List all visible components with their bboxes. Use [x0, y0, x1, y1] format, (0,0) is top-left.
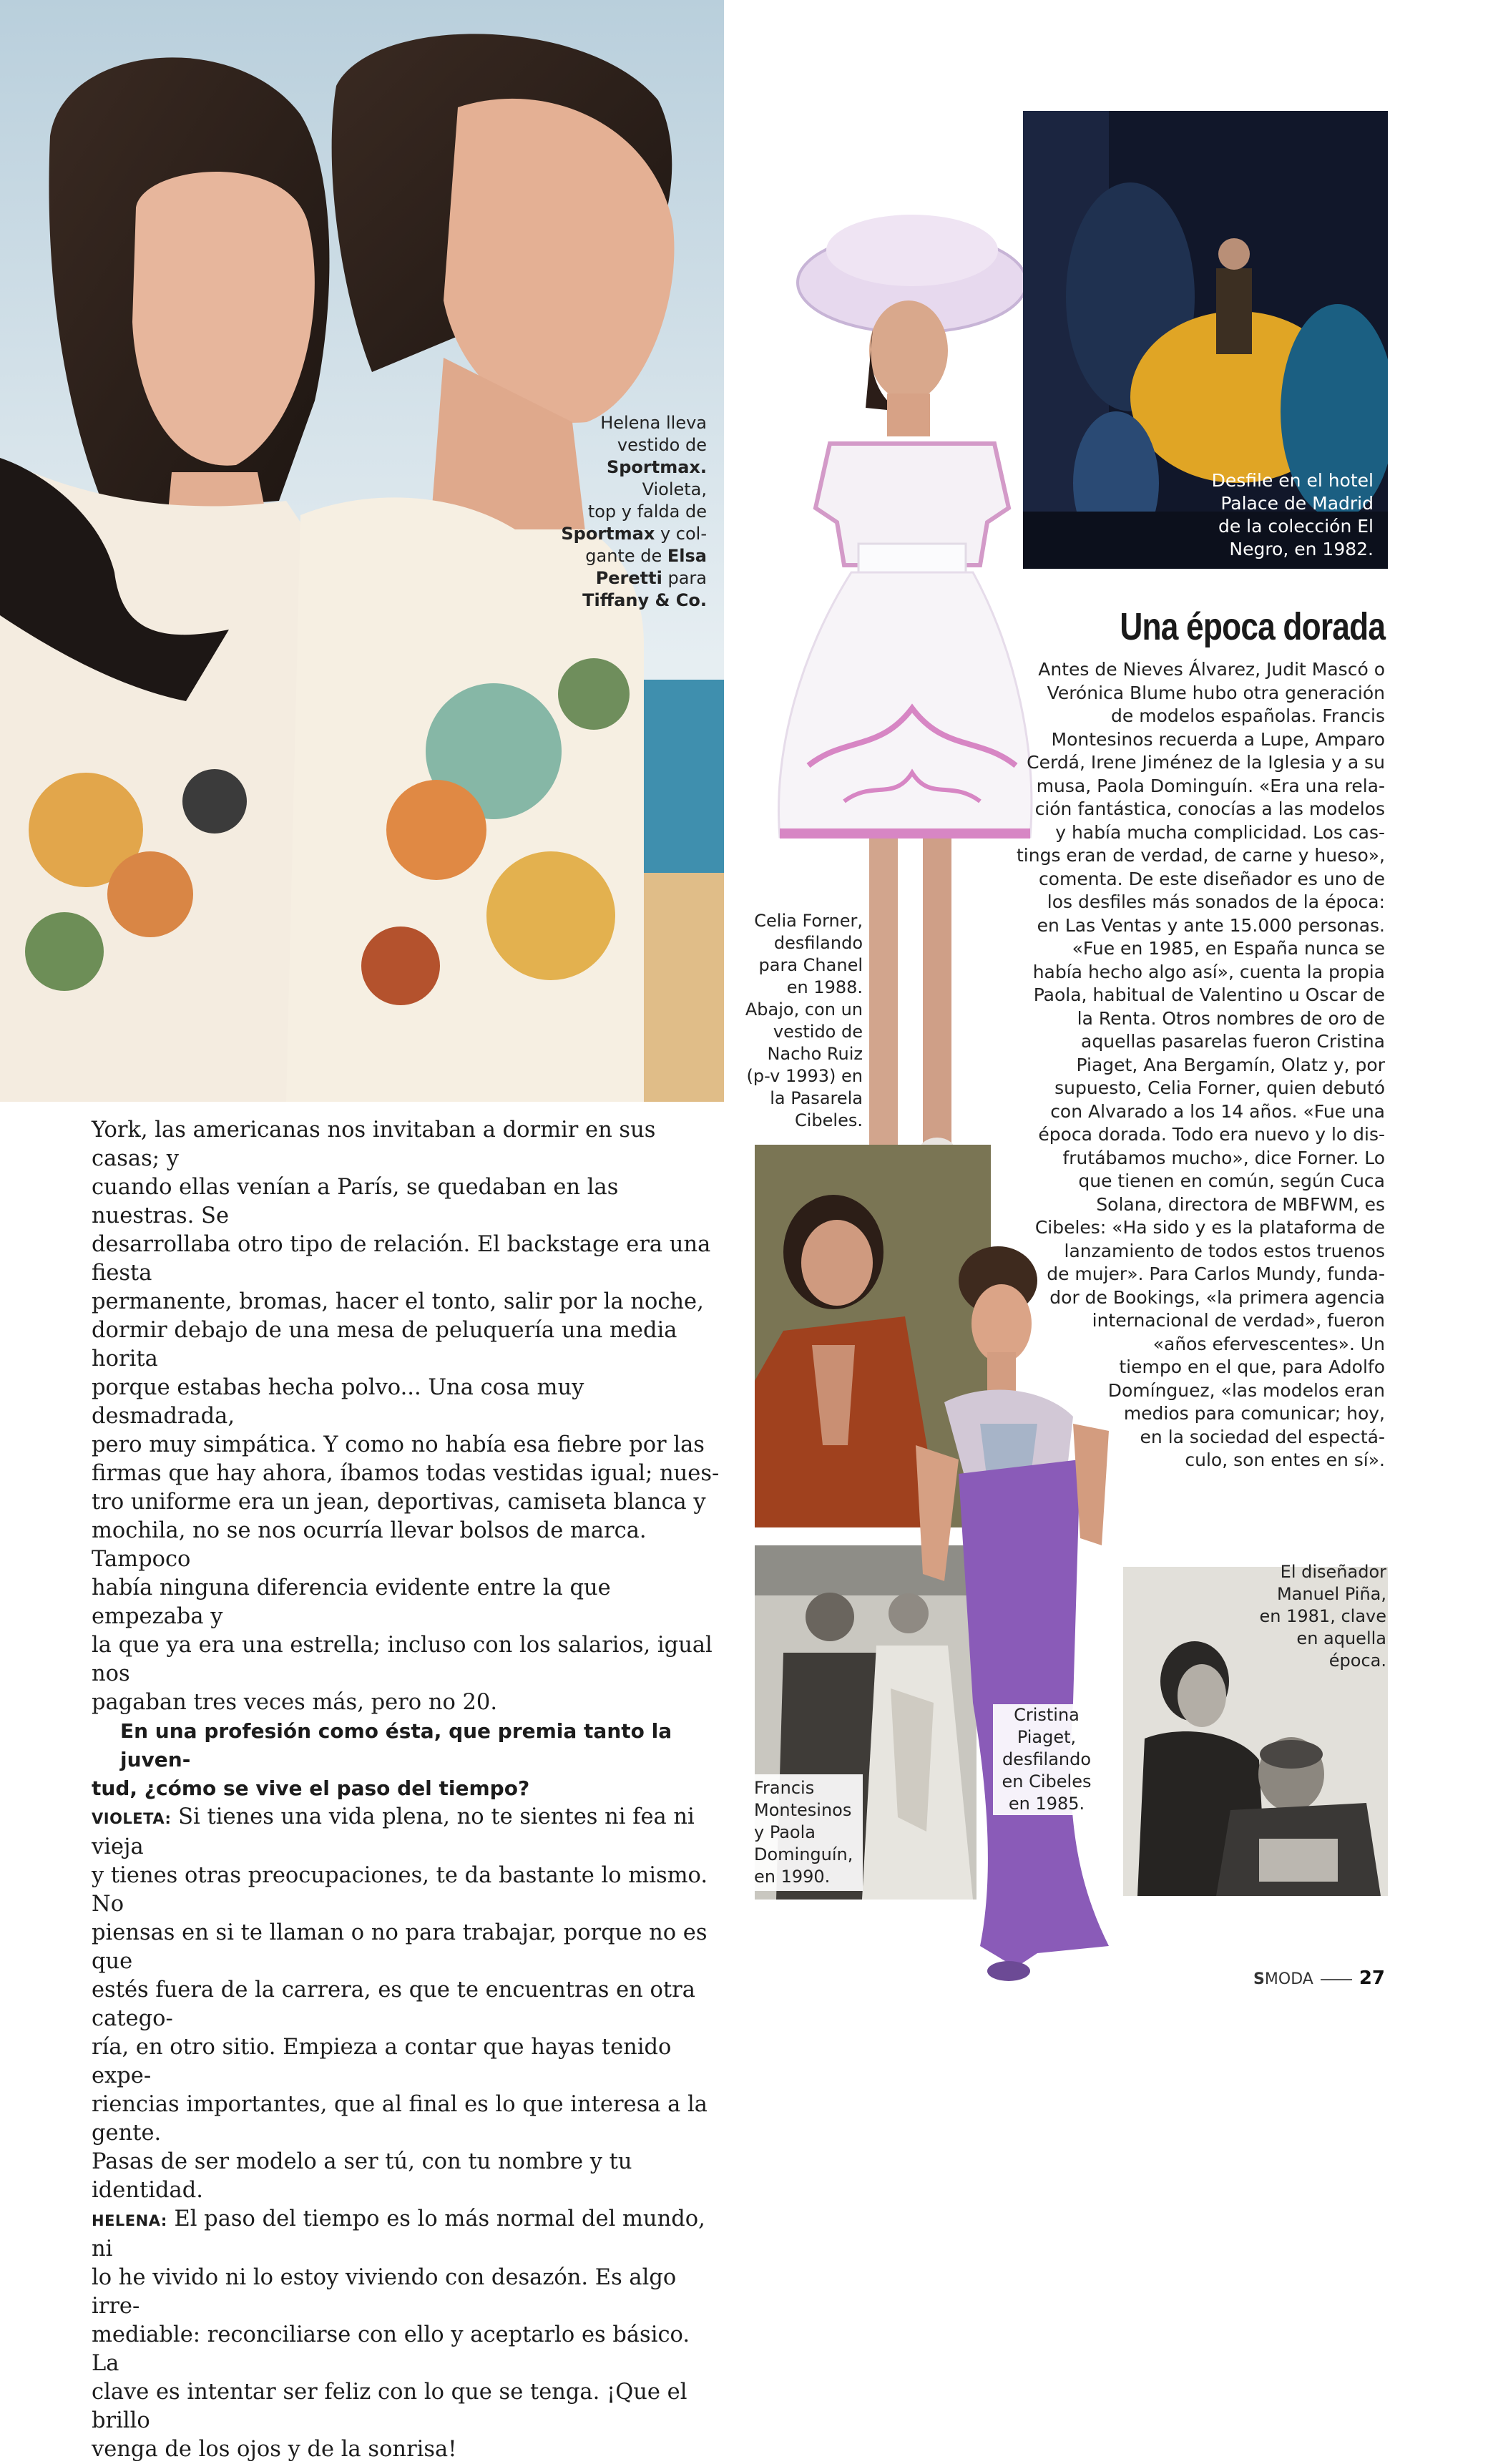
sidebar-line: Verónica Blume hubo otra generación [1047, 682, 1385, 703]
body-line: Pasas de ser modelo a ser tú, con tu nombre y tu identidad. [92, 2149, 632, 2203]
body-line: la que ya era una estrella; incluso con los salarios, igual nos [92, 1633, 713, 1686]
cover-caption-brand: Sportmax. [606, 457, 707, 477]
sidebar-line: de modelos españolas. Francis [1111, 705, 1385, 726]
celia-caption-line: desfilando [773, 933, 863, 953]
sidebar-line: supuesto, Celia Forner, quien debutó [1054, 1077, 1385, 1098]
sidebar-line: que tienen en común, según Cuca [1078, 1170, 1385, 1191]
sidebar-line: medios para comunicar; hoy, [1123, 1403, 1385, 1424]
page-number: 27 [1359, 1967, 1385, 1989]
body-line: piensas en si te llaman o no para trabajar, porque no es que [92, 1920, 708, 1974]
article-body [92, 1116, 721, 2464]
body-line: permanente, bromas, hacer el tonto, salir por la noche, [92, 1289, 704, 1314]
francis-caption-line: Francis [754, 1778, 815, 1798]
cover-caption-line: para [667, 568, 707, 588]
celia-caption-line: Celia Forner, [754, 911, 863, 931]
body-line: pagaban tres veces más, pero no 20. [92, 1690, 498, 1715]
cover-caption-line: y col- [660, 524, 707, 544]
sidebar-line: internacional de verdad», fueron [1092, 1310, 1385, 1331]
cristina-piaget-art [894, 1245, 1116, 1985]
sidebar-line: tings eran de verdad, de carne y hueso», [1016, 845, 1385, 866]
sidebar-line: «Fue en 1985, en España nunca se [1072, 938, 1385, 959]
pina-caption [1195, 1561, 1386, 1672]
celia-caption-line: Cibeles. [795, 1110, 863, 1130]
sidebar-line: ción fantástica, conocías a las modelos [1034, 798, 1385, 819]
page-folio [1253, 1967, 1385, 1989]
cristina-piaget-photo [894, 1245, 1116, 1985]
sidebar-line: con Alvarado a los 14 años. «Fue una [1050, 1100, 1385, 1122]
francis-caption [753, 1774, 863, 1891]
sidebar-line: aquellas pasarelas fueron Cristina [1081, 1031, 1385, 1052]
palace-caption [1116, 469, 1374, 561]
palace-caption-line: Palace de Madrid [1220, 493, 1374, 514]
body-line: había ninguna diferencia evidente entre la que empezaba y [92, 1575, 611, 1629]
pina-caption-line: El diseñador [1280, 1562, 1386, 1582]
answer-helena-first-line [92, 2205, 721, 2264]
cristina-caption-line: en Cibeles [1002, 1771, 1092, 1791]
sidebar-line: Antes de Nieves Álvarez, Judit Mascó o [1038, 659, 1385, 680]
answer-violeta-first-line [92, 1803, 721, 1862]
cover-caption-line: Helena lleva [600, 413, 707, 433]
cristina-caption-line: en 1985. [1008, 1794, 1085, 1814]
interview-question: tud, ¿cómo se vive el paso del tiempo? [92, 1776, 530, 1800]
sidebar-line: musa, Paola Dominguín. «Era una rela- [1036, 775, 1385, 796]
pina-caption-line: en 1981, clave [1259, 1606, 1386, 1626]
celia-caption-line: la Pasarela [770, 1088, 863, 1108]
sidebar-line: frutábamos mucho», dice Forner. Lo [1062, 1147, 1385, 1168]
body-line: porque estabas hecha polvo... Una cosa muy desmadrada, [92, 1375, 584, 1429]
cover-caption-line: top y falda de [587, 502, 707, 522]
celia-caption-line: en 1988. [786, 977, 863, 997]
francis-caption-line: en 1990. [754, 1867, 831, 1887]
body-line: York, las americanas nos invitaban a dormir en sus casas; y [92, 1118, 656, 1171]
francis-caption-line: Montesinos [754, 1800, 852, 1820]
palace-caption-line: Negro, en 1982. [1229, 539, 1374, 559]
body-line: riencias importantes, que al final es lo que interesa a la gente. [92, 2092, 708, 2146]
sidebar-line: comenta. De este diseñador es uno de [1038, 868, 1385, 889]
pina-caption-line: Manuel Piña, [1276, 1584, 1386, 1604]
cover-caption-brand: Sportmax [561, 524, 655, 544]
cover-caption-brand: Peretti [595, 568, 662, 588]
body-line: mediable: reconciliarse con ello y aceptarlo es básico. La [92, 2322, 690, 2376]
body-line: tro uniforme era un jean, deportivas, camiseta blanca y [92, 1490, 706, 1515]
sidebar-line: en Las Ventas y ante 15.000 personas. [1037, 914, 1385, 936]
cover-caption [515, 412, 707, 612]
sidebar-line: los desfiles más sonados de la época: [1047, 891, 1385, 912]
palace-caption-line: de la colección El [1218, 516, 1374, 537]
cristina-caption-line: Cristina [1014, 1705, 1080, 1725]
body-line: desarrollaba otro tipo de relación. El backstage era una fiesta [92, 1232, 711, 1286]
body-line: estés fuera de la carrera, es que te encuentras en otra catego- [92, 1977, 695, 2031]
body-line: lo he vivido ni lo estoy viviendo con desazón. Es algo irre- [92, 2265, 677, 2319]
celia-caption-line: Abajo, con un [745, 999, 863, 1020]
sidebar-line: y había mucha complicidad. Los cas- [1055, 821, 1385, 843]
body-line: cuando ellas venían a París, se quedaban en las nuestras. Se [92, 1175, 619, 1228]
magazine-logo-s: S [1253, 1970, 1265, 1988]
sidebar-line: dor de Bookings, «la primera agencia [1049, 1286, 1385, 1308]
folio-rule [1321, 1979, 1352, 1980]
sidebar-line: Cibeles: «Ha sido y es la plataforma de [1034, 1217, 1385, 1238]
sidebar-line: Solana, directora de MBFWM, es [1096, 1193, 1385, 1215]
francis-caption-line: Dominguín, [754, 1844, 853, 1864]
cristina-caption-line: desfilando [1002, 1749, 1092, 1769]
body-line: dormir debajo de una mesa de peluquería una media horita [92, 1318, 677, 1372]
sidebar-line: tiempo en el que, para Adolfo [1119, 1356, 1385, 1377]
body-line: ría, en otro sitio. Empieza a contar que hayas tenido expe- [92, 2035, 672, 2088]
body-line: clave es intentar ser feliz con lo que se tenga. ¡Que el brillo [92, 2380, 687, 2433]
celia-caption-line: para Chanel [758, 955, 863, 975]
body-line: y tienes otras preocupaciones, te da bastante lo mismo. No [92, 1863, 708, 1917]
interview-question: En una profesión como ésta, que premia tanto la juven- [120, 1719, 672, 1771]
sidebar-line: había hecho algo así», cuenta la propia [1032, 961, 1385, 982]
cover-caption-line: vestido de [617, 435, 707, 455]
sidebar-line: Paola, habitual de Valentino u Oscar de [1033, 984, 1385, 1005]
body-line: El paso del tiempo es lo más normal del mundo, ni [92, 2206, 705, 2262]
francis-caption-line: y Paola [754, 1822, 816, 1842]
palace-caption-line: Desfile en el hotel [1211, 470, 1374, 491]
celia-caption-line: vestido de [773, 1022, 863, 1042]
sidebar-line: Piaget, Ana Bergamín, Olatz y, por [1076, 1054, 1385, 1075]
pina-caption-line: época. [1328, 1651, 1386, 1671]
body-line: pero muy simpática. Y como no había esa fiebre por las [92, 1432, 705, 1457]
celia-caption-line: Nacho Ruiz [767, 1044, 863, 1064]
body-line: firmas que hay ahora, íbamos todas vestidas igual; nues- [92, 1461, 720, 1486]
sidebar-title: Una época dorada [1120, 605, 1385, 648]
cover-caption-brand: Elsa [667, 546, 707, 566]
body-line: mochila, no se nos ocurría llevar bolsos de marca. Tampoco [92, 1518, 647, 1572]
sidebar-line: Domínguez, «las modelos eran [1107, 1379, 1385, 1401]
cristina-caption [993, 1704, 1100, 1815]
celia-caption [737, 910, 863, 1132]
sidebar-line: «años efervescentes». Un [1152, 1333, 1385, 1354]
pina-caption-line: en aquella [1296, 1628, 1386, 1648]
cover-caption-brand: Tiffany & Co. [582, 590, 707, 610]
sidebar-line: lanzamiento de todos estos truenos [1064, 1240, 1385, 1261]
sidebar-line: de mujer». Para Carlos Mundy, funda- [1047, 1263, 1385, 1284]
speaker-label: HELENA: [92, 2212, 167, 2229]
body-line: Si tienes una vida plena, no te sientes ni fea ni vieja [92, 1804, 695, 1859]
sidebar-line: época dorada. Todo era nuevo y lo dis- [1038, 1124, 1385, 1145]
cristina-caption-line: Piaget, [1017, 1727, 1077, 1747]
sidebar-line: culo, son entes en sí». [1185, 1449, 1385, 1470]
cover-caption-line: gante de [585, 546, 662, 566]
body-line: venga de los ojos y de la sonrisa! [92, 2437, 457, 2462]
sidebar-line: Cerdá, Irene Jiménez de la Iglesia y a su [1027, 752, 1385, 773]
sidebar-line: Montesinos recuerda a Lupe, Amparo [1051, 728, 1385, 750]
sidebar-line: la Renta. Otros nombres de oro de [1077, 1007, 1385, 1029]
speaker-label: VIOLETA: [92, 1810, 172, 1827]
celia-caption-line: (p-v 1993) en [746, 1066, 863, 1086]
sidebar-line: en la sociedad del espectá- [1140, 1426, 1385, 1447]
magazine-logo-name: MODA [1264, 1970, 1313, 1988]
cover-caption-line: Violeta, [642, 479, 707, 499]
